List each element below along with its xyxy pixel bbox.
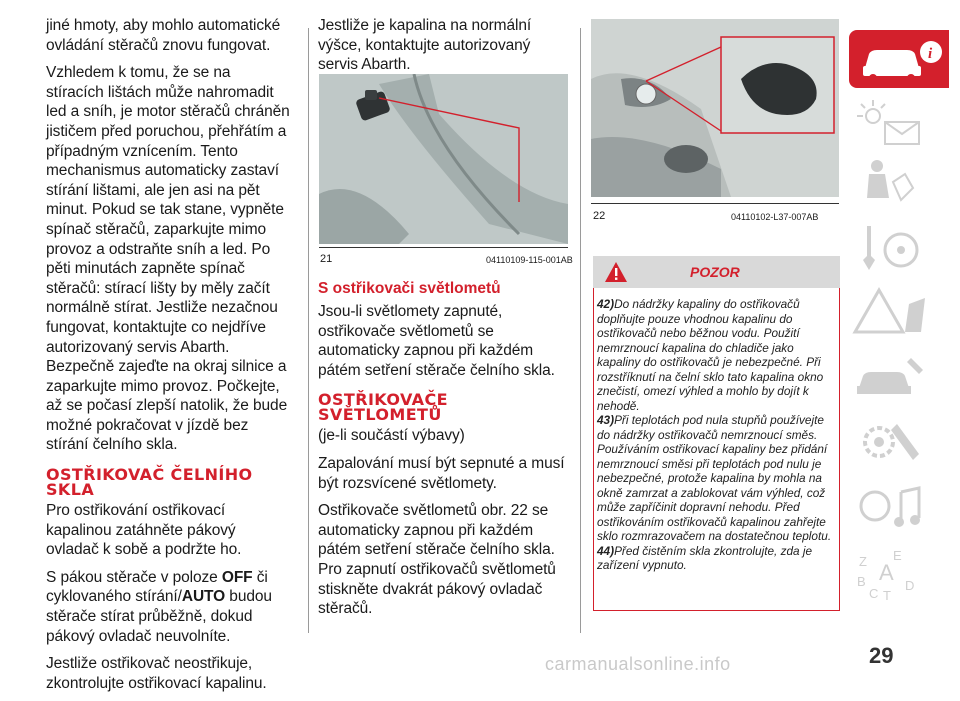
- tab-technical-data[interactable]: [849, 414, 949, 472]
- figure-21-image: [319, 74, 568, 244]
- figure-rule: [591, 203, 839, 204]
- section-heading: OSTŘIKOVAČE SVĚTLOMETŮ: [318, 390, 448, 425]
- warning-number: 42): [597, 297, 615, 311]
- paragraph: Zapalování musí být sepnuté a musí být rozsvícené světlomety.: [318, 454, 565, 492]
- paragraph: (je-li součástí výbavy): [318, 427, 465, 445]
- text-span: či cyklovaného stírání/: [46, 568, 268, 606]
- subheading: S ostřikovači světlometů: [318, 280, 501, 297]
- warning-body: Před čistěním skla zkontrolujte, zda je zařízení vypnuto.: [597, 543, 813, 572]
- warning-number: 44): [597, 543, 615, 558]
- bold-text: OFF: [221, 568, 253, 586]
- tab-lights[interactable]: [849, 94, 949, 152]
- key-steering-icon: [849, 220, 949, 278]
- figure-code: 04110109-115-001AB: [486, 255, 573, 265]
- watermark: carmanualsonline.info: [545, 654, 731, 674]
- lights-envelope-icon: [849, 94, 949, 152]
- warning-triangle-icon: [604, 261, 628, 283]
- warning-item: [597, 544, 835, 573]
- index-letter: Z: [859, 554, 867, 569]
- warning-triangle-tab-icon: [849, 284, 949, 342]
- column-2-lower: [318, 280, 568, 627]
- tab-safety[interactable]: [849, 154, 949, 212]
- index-letter: D: [905, 578, 915, 593]
- paragraph: Jsou-li světlomety zapnuté, ostřikovače světlometů se automaticky zapnou při každém pátém setření stěrače čelního skla.: [318, 303, 555, 379]
- paragraph: Pro ostřikování ostřikovací kapalinou zatáhněte pákový ovladač k sobě a podržte ho.: [46, 502, 242, 559]
- tab-maintenance[interactable]: [849, 348, 949, 406]
- headlight-washer-illustration: [591, 19, 839, 197]
- warning-item: [597, 297, 835, 413]
- text-span: S pákou stěrače v poloze: [46, 568, 222, 586]
- section-heading: OSTŘIKOVAČ ČELNÍHO SKLA: [46, 465, 253, 500]
- paragraph: Ostřikovače světlometů obr. 22 se automaticky zapnou při každém pátém setření stěrače čelního skla. Pro zapnutí ostřikovačů světlometů stiskněte dvakrát pákový ovladač stěračů.: [318, 502, 556, 618]
- column-1: [46, 16, 291, 701]
- index-letter: C: [869, 586, 879, 601]
- column-divider: [308, 28, 309, 633]
- warning-text: [597, 297, 835, 573]
- svg-text:i: i: [928, 46, 933, 62]
- paragraph: [46, 568, 291, 646]
- warning-item: [597, 413, 835, 544]
- tab-driving[interactable]: [849, 220, 949, 278]
- bold-text: AUTO: [181, 588, 226, 606]
- airbag-icon: [849, 154, 949, 212]
- figure-number: 22: [593, 210, 606, 222]
- music-note-icon: [849, 478, 949, 536]
- chapter-tabs: [849, 30, 960, 630]
- page-number: 29: [869, 643, 894, 668]
- warning-body: Do nádržky kapaliny do ostřikovačů doplňujte pouze vhodnou kapalinu do ostřikovačů nebo běžnou vodu. Použití nemrznoucí kapalina do chladiče jako kapaliny do ostřikovačů je nebezpečné. Při rozstříknutí na čelní sklo tato kapalina okno znečistí, omezí výhled a mohlo by dojít k nehodě.: [597, 297, 824, 413]
- column-divider: [580, 28, 581, 633]
- paragraph: Jestliže je kapalina na normální výšce, kontaktujte autorizovaný servis Abarth.: [318, 17, 532, 74]
- car-info-icon: [849, 30, 949, 88]
- car-wrench-icon: [849, 348, 949, 406]
- index-letter: E: [893, 548, 902, 563]
- tab-emergency[interactable]: [849, 284, 949, 342]
- tab-index[interactable]: [849, 544, 949, 602]
- warning-body: Při teplotách pod nula stupňů používejte do nádržky ostřikovačů nemrznoucí směs. Používáním ostřikovací kapaliny bez přidání nemrznoucí směsi při teplotách pod nulu je nebezpečné, protože kapalina by mohla na okně zamrzat a zablokovat vám výhled, což může zapříčinit dopravní nehodu. Před ostřikováním ostřikovačů kapalinou zahřejte sklo rozmrazovačem na dostatečnou teplotu.: [597, 413, 832, 543]
- figure-rule: [319, 247, 568, 248]
- gear-tool-icon: [849, 414, 949, 472]
- wiper-nozzle-illustration: [319, 74, 568, 244]
- warning-title: POZOR: [690, 264, 740, 280]
- index-letter: A: [879, 560, 894, 585]
- figure-22-image: [591, 19, 839, 197]
- tab-multimedia[interactable]: [849, 478, 949, 536]
- text-span: budou stěrače stírat průběžně, dokud pákový ovladač neuvolníte.: [46, 588, 272, 645]
- index-letter: T: [883, 588, 891, 602]
- warning-number: 43): [597, 413, 615, 427]
- paragraph: Jestliže ostřikovač neostřikuje, zkontrolujte ostřikovací kapalinu.: [46, 655, 267, 692]
- alphabet-index-icon: [849, 544, 949, 602]
- paragraph: Vzhledem k tomu, že se na stíracích lištách může nahromadit led a sníh, je motor stěračů chráněn jističem před poruchou, přehřátím a případným vznícením. Tento mechanismus automaticky zastaví stírání lištami, ale jen asi na pět minut. Pokud se tak stane, vypněte spínač stěračů, zaparkujte mimo provoz a odstraňte sníh a led. Po pěti minutách zapněte spínač stěračů: stírací lišty by měly začít normálně stírat. Jestliže nezačnou fungovat, kontaktujte co nejdříve autorizovaný servis Abarth. Bezpečně zajeďte na okraj silnice a zaparkujte mimo provoz. Počkejte, až se počasí zlepší natolik, že bude možné pokračovat v jízdě bez stírání čelního skla.: [46, 64, 290, 454]
- tab-car-info[interactable]: [849, 30, 949, 88]
- index-letter: B: [857, 574, 866, 589]
- figure-code: 04110102-L37-007AB: [731, 212, 819, 222]
- paragraph: jiné hmoty, aby mohlo automatické ovládání stěračů znovu fungovat.: [46, 17, 281, 54]
- column-2: [318, 16, 568, 83]
- figure-number: 21: [320, 253, 333, 265]
